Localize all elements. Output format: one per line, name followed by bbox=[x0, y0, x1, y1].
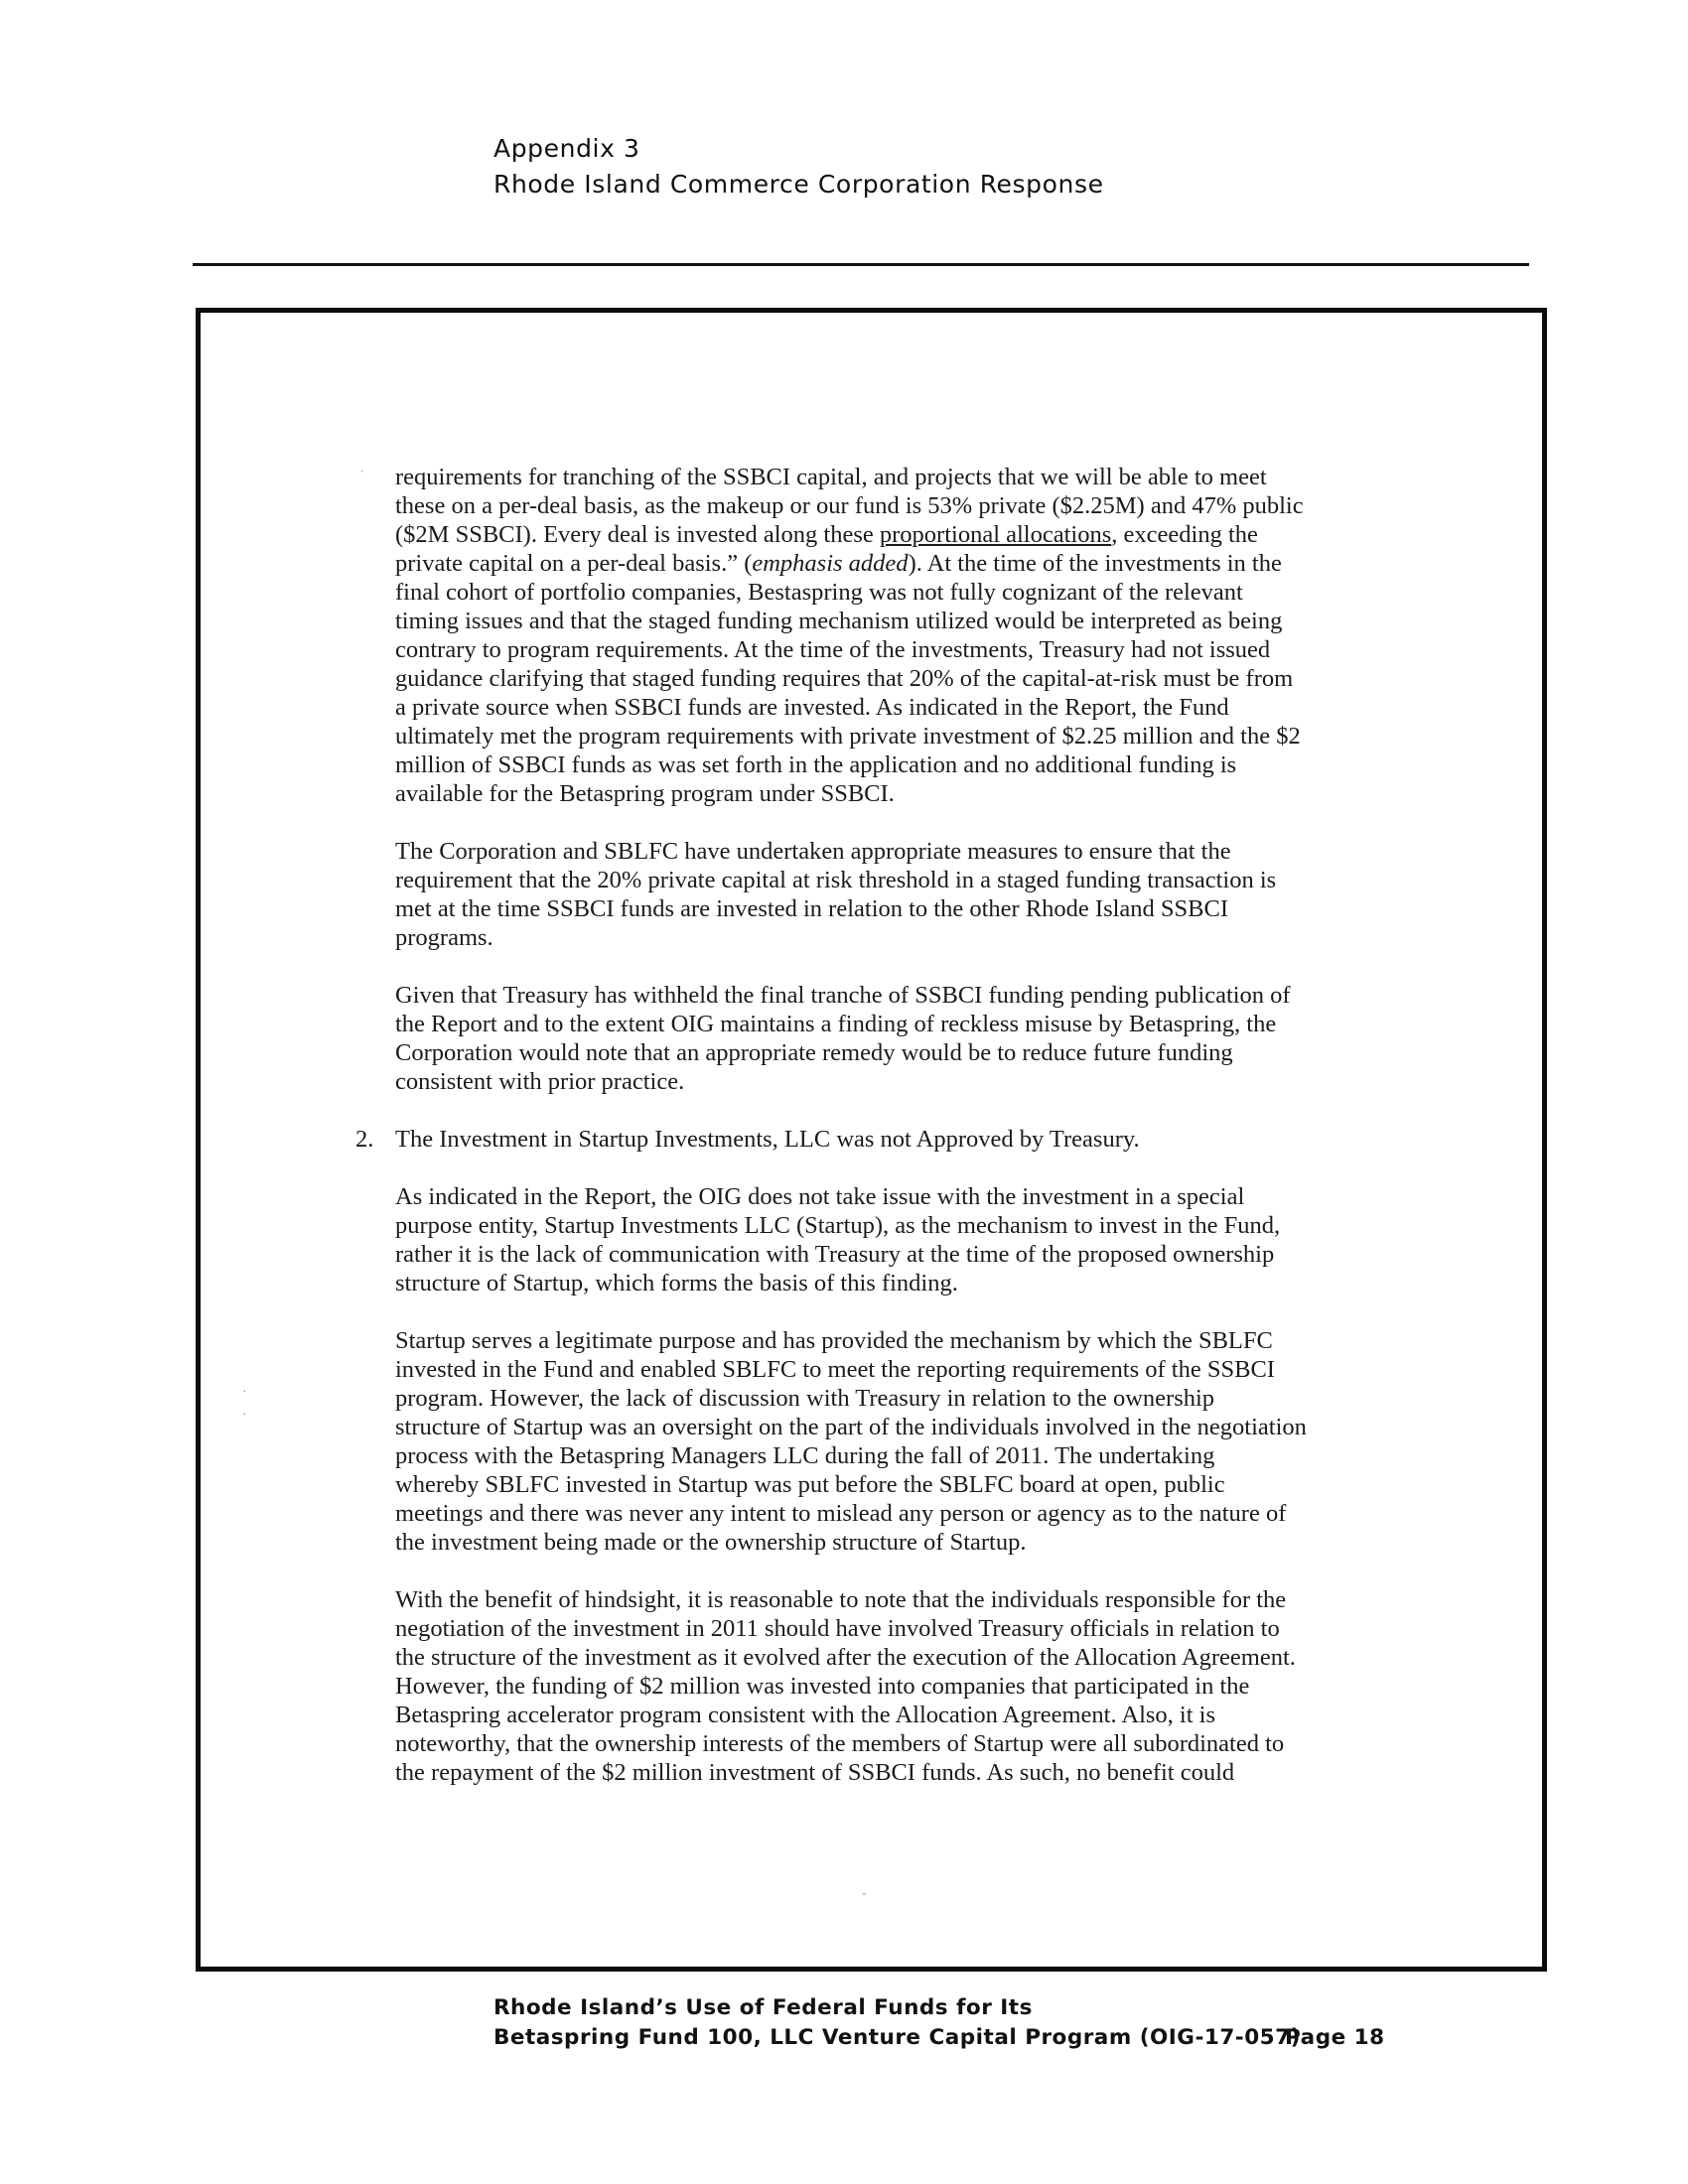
item-number: 2. bbox=[355, 1126, 374, 1153]
paragraph-startup-entity: As indicated in the Report, the OIG does not take issue with the investment in a special purpose entity, Startup Investments LLC (Startup), as the mechanism to invest in the Fund, rather it is the lack of communication with Treasury at the time of the proposed ownership structure of Startup, which forms the basis of this finding. bbox=[395, 1183, 1281, 1297]
scan-speck: ˙ bbox=[359, 469, 364, 483]
item-heading: The Investment in Startup Investments, LLC was not Approved by Treasury. bbox=[395, 1126, 1140, 1153]
appendix-label: Appendix 3 bbox=[493, 134, 640, 163]
scan-speck: · bbox=[242, 1385, 247, 1400]
page-number: Page 18 bbox=[1285, 2025, 1385, 2050]
footer-report-id: Betaspring Fund 100, LLC Venture Capital Program (OIG-17-057) bbox=[493, 2025, 1301, 2050]
page-footer bbox=[493, 1993, 1301, 2053]
scan-speck: · bbox=[242, 1408, 247, 1423]
paragraph-startup-purpose: Startup serves a legitimate purpose and has provided the mechanism by which the SBLFC invested in the Fund and enabled SBLFC to meet the reporting requirements of the SSBCI program. However, the lack of discussion with Treasury in relation to the ownership structure of Startup was an oversight on the part of the individuals involved in the negotiation process with the Betaspring Managers LLC during the fall of 2011. The undertaking whereby SBLFC invested in Startup was put before the SBLFC board at open, public meetings and there was never any intent to mislead any person or agency as to the nature of the investment being made or the ownership structure of Startup. bbox=[395, 1327, 1307, 1556]
response-title: Rhode Island Commerce Corporation Response bbox=[493, 170, 1104, 199]
underlined-phrase: proportional allocations bbox=[879, 521, 1112, 548]
paragraph-measures: The Corporation and SBLFC have undertaken appropriate measures to ensure that the requirement that the 20% private capital at risk threshold in a staged funding transaction is met at the time SSBCI funds are invested in relation to the other Rhode Island SSBCI programs. bbox=[395, 838, 1277, 951]
paragraph-hindsight: With the benefit of hindsight, it is reasonable to note that the individuals responsible for the negotiation of the investment in 2011 should have involved Treasury officials in relation to the structure of the investment as it evolved after the execution of the Allocation Agreement. However, the funding of $2 million was invested into companies that participated in the Betaspring accelerator program consistent with the Allocation Agreement. Also, it is noteworthy, that the ownership interests of the members of Startup were all subordinated to the repayment of the $2 million investment of SSBCI funds. As such, no benefit could bbox=[395, 1586, 1296, 1786]
scan-speck: - bbox=[862, 1886, 867, 1901]
emphasis-note: emphasis added bbox=[752, 550, 909, 577]
paragraph-tranching: requirements for tranching of the SSBCI capital, and projects that we will be able to meet these on a per-deal basis, as the makeup or our fund is 53% private ($2.25M) and 47% public ($2M SSBCI). Every deal is invested along these proportional allocations, exceeding the private capital on a per-deal basis.” (emphasis added). At the time of the investments in the final cohort of portfolio companies, Bestaspring was not fully cognizant of the relevant timing issues and that the staged funding mechanism utilized would be interpreted as being contrary to program requirements. At the time of the investments, Treasury had not issued guidance clarifying that staged funding requires that 20% of the capital-at-risk must be from a private source when SSBCI funds are invested. As indicated in the Report, the Fund ultimately met the program requirements with private investment of $2.25 million and the $2 million of SSBCI funds as was set forth in the application and no additional funding is available for the Betaspring program under SSBCI. bbox=[395, 464, 1304, 807]
letter-body bbox=[355, 463, 1398, 1816]
numbered-item-2 bbox=[355, 1125, 1398, 1154]
page-header bbox=[493, 131, 1104, 203]
paragraph-remedy: Given that Treasury has withheld the final tranche of SSBCI funding pending publication of the Report and to the extent OIG maintains a finding of reckless misuse by Betaspring, the Corporation would note that an appropriate remedy would be to reduce future funding consistent with prior practice. bbox=[395, 982, 1291, 1095]
header-divider bbox=[193, 263, 1529, 266]
footer-title: Rhode Island’s Use of Federal Funds for Its bbox=[493, 1995, 1033, 2020]
